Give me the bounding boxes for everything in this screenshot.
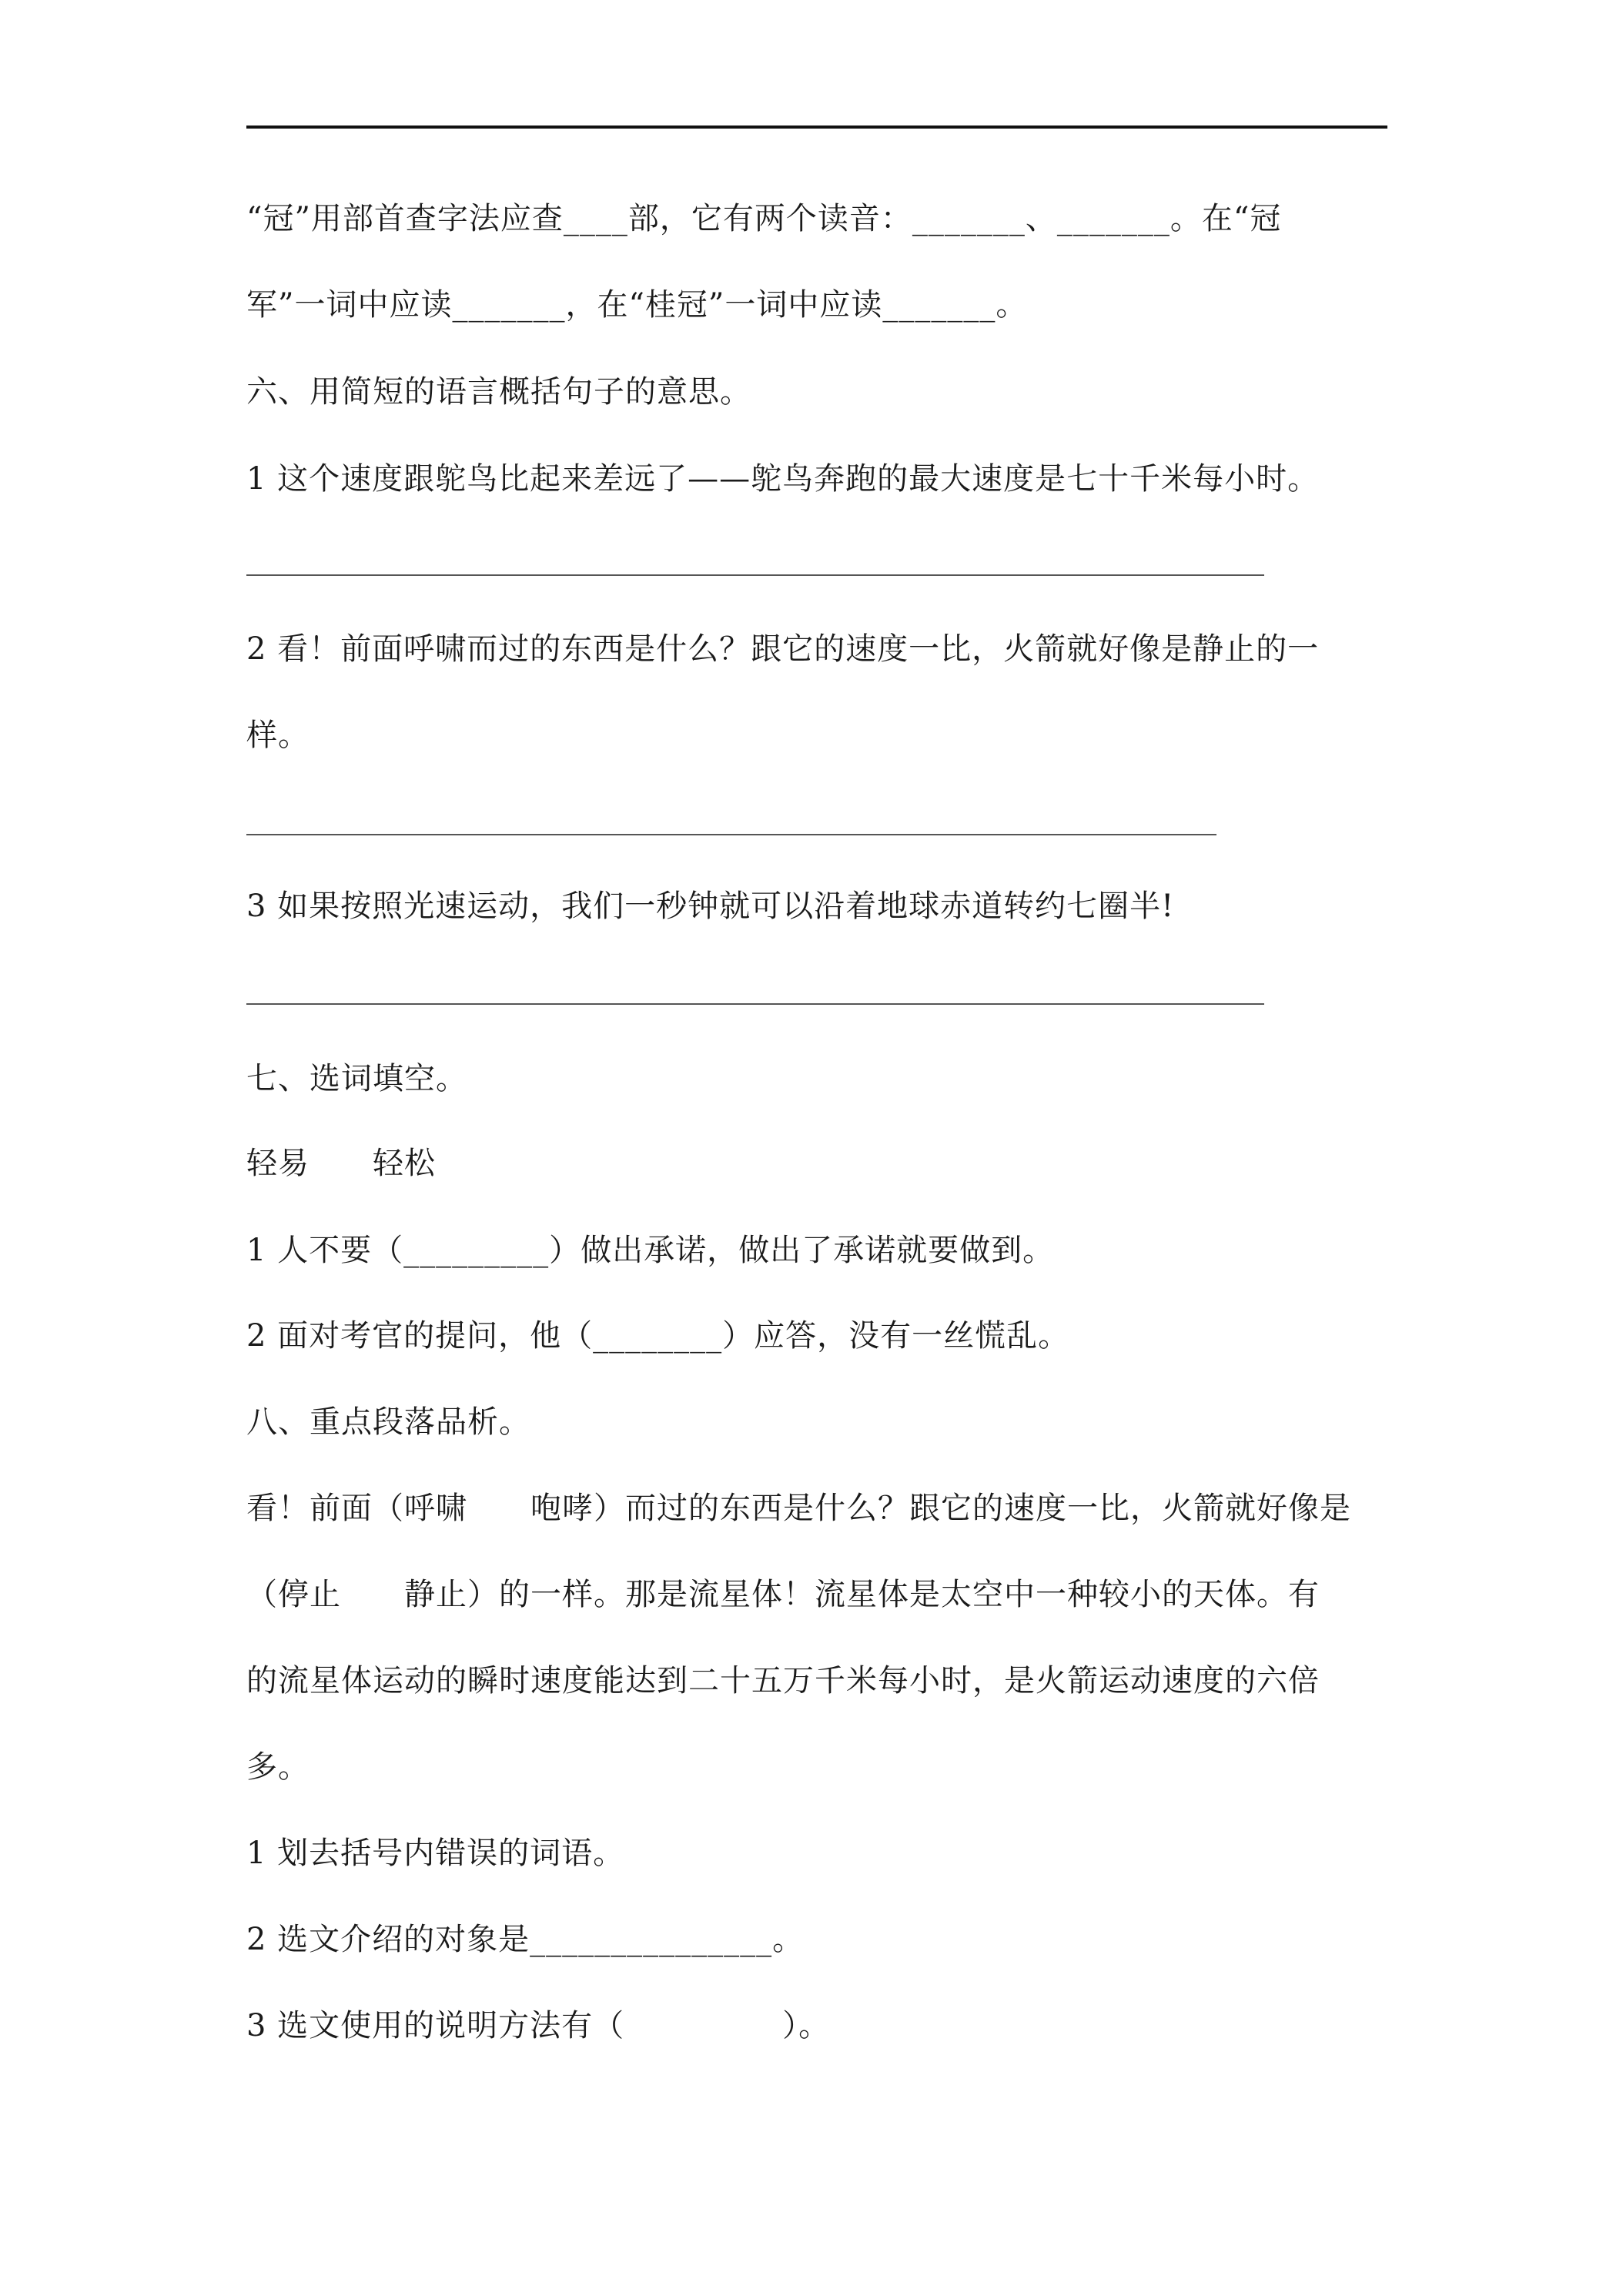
question-item: 3 如果按照光速运动，我们一秒钟就可以沿着地球赤道转约七圈半! xyxy=(246,889,1175,924)
question-text: 军”一词中应读_______，在“桂冠”一词中应读_______。 xyxy=(246,287,1028,323)
passage-line: 多。 xyxy=(246,1749,310,1785)
question-item: 1 这个速度跟鸵鸟比起来差远了——鸵鸟奔跑的最大速度是七十千米每小时。 xyxy=(246,461,1320,497)
question-item: 1 划去括号内错误的词语。 xyxy=(246,1836,625,1871)
question-item: 样。 xyxy=(246,718,310,753)
answer-line xyxy=(246,574,1264,576)
passage-line: 看！前面（呼啸 咆哮）而过的东西是什么？跟它的速度一比，火箭就好像是 xyxy=(246,1491,1351,1526)
section-heading: 七、选词填空。 xyxy=(246,1061,467,1096)
header-rule xyxy=(246,126,1387,129)
question-item: 2 面对考官的提问，他（________）应答，没有一丝慌乱。 xyxy=(246,1318,1070,1354)
passage-line: （停止 静止）的一样。那是流星体！流星体是太空中一种较小的天体。有 xyxy=(246,1577,1320,1612)
question-item: 3 选文使用的说明方法有（ ）。 xyxy=(246,2008,831,2043)
section-heading: 六、用简短的语言概括句子的意思。 xyxy=(246,374,751,410)
answer-line xyxy=(246,1003,1264,1005)
question-item: 2 选文介绍的对象是_______________。 xyxy=(246,1922,805,1957)
question-item: 1 人不要（_________）做出承诺，做出了承诺就要做到。 xyxy=(246,1233,1055,1268)
section-heading: 八、重点段落品析。 xyxy=(246,1404,530,1440)
passage-line: 的流星体运动的瞬时速度能达到二十五万千米每小时，是火箭运动速度的六倍 xyxy=(246,1663,1320,1699)
question-item: 2 看！前面呼啸而过的东西是什么？跟它的速度一比，火箭就好像是静止的一 xyxy=(246,631,1320,667)
answer-line xyxy=(246,834,1216,835)
question-text: “冠”用部首查字法应查____部，它有两个读音：_______、_______。在“冠 xyxy=(246,201,1282,236)
word-options: 轻易 轻松 xyxy=(246,1146,436,1181)
